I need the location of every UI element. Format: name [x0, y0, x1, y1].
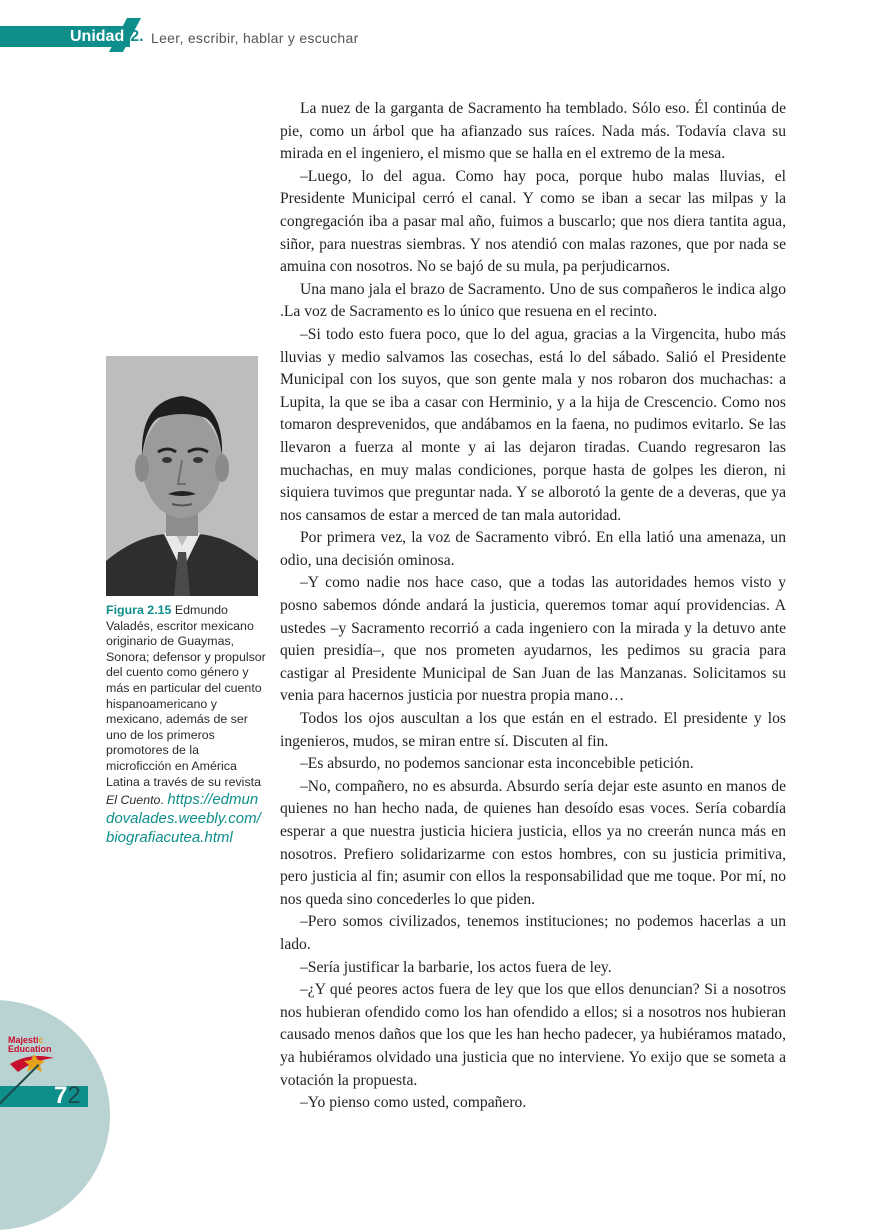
logo-word-1-accent: c: [38, 1035, 44, 1045]
caption-period: .: [160, 793, 168, 808]
paragraph: Por primera vez, la voz de Sacramento vibró. En ella latió una amenaza, un odio, una decisión ominosa.: [280, 529, 786, 569]
paragraph: –Si todo esto fuera poco, que lo del agua, gracias a la Virgencita, hubo más lluvias y medio salvamos las cosechas, está lo del sábado. Salió el Presidente Municipal con los suyos, que son gente mala y nos robaron dos muchachas: a Lupita, la que se iba a casar con Herminio, y a la hija de Crescencio. Como nos tomaron desprevenidos, que andábamos en la faena, no pudimos evitarlo. Se las llevaron a fuerza al monte y ai las dejaron tiradas. Cuando regresaron las muchachas, en muy malas condiciones, porque hasta de golpes les dieron, ni siquiera tuvimos que preguntar nada. Y se alborotó la gente de a deveras, que ya nos cansamos de estar a merced de tan mala autoridad.: [280, 325, 786, 524]
unit-number: 2.: [130, 28, 144, 45]
source-link[interactable]: https://edmundovalades.weebly.com/biografiacutea.html: [106, 791, 261, 847]
paragraph: –Es absurdo, no podemos sancionar esta inconcebible petición.: [300, 755, 694, 773]
figure-caption: [106, 603, 266, 847]
story-text: [280, 98, 786, 1115]
logo-word-2: Education: [8, 1044, 52, 1054]
page-digit-1: 7: [54, 1082, 68, 1109]
figure-label: Figura 2.15: [106, 603, 172, 617]
paragraph: –Sería justificar la barbarie, los actos fuera de ley.: [300, 958, 612, 976]
paragraph: –Yo pienso como usted, compañero.: [300, 1094, 527, 1112]
paragraph: –Luego, lo del agua. Como hay poca, porque hubo malas lluvias, el Presidente Municipal cerró el canal. Y como se iban a secar las milpas y la congregación iba a pasar mal año, fuimos a buscarlo; que nos diera tantita agua, siñor, para nuestras siembras. Y nos atendió con malas razones, que por nada se amuina con nosotros. No se bajó de su mula, pa perjudicarnos.: [280, 167, 786, 276]
portrait-illustration: [106, 356, 258, 596]
paragraph: Una mano jala el brazo de Sacramento. Uno de sus compañeros le indica algo .La voz de Sacramento es lo único que resuena en el recinto.: [280, 280, 786, 321]
unit-title: Leer, escribir, hablar y escuchar: [151, 30, 359, 46]
page-digit-2: 2: [67, 1082, 81, 1109]
logo-word-1: Majesti: [8, 1035, 39, 1045]
page-number: [54, 1082, 81, 1110]
paragraph: –Pero somos civilizados, tenemos instituciones; no podemos hacerlas a un lado.: [280, 913, 786, 953]
paragraph: Todos los ojos auscultan a los que están en el estrado. El presidente y los ingenieros, mudos, se miran entre sí. Discuten al fin.: [280, 710, 786, 750]
unit-word: Unidad: [70, 28, 125, 45]
paragraph: –No, compañero, no es absurda. Absurdo sería dejar este asunto en manos de quienes no han hecho nada, de quienes han desoído esas voces. Sería cobardía esperar a que nuestra justicia hiciera justicia, ellos ya no creerán nunca más en nosotros. Prefiero solidarizarme con estos hombres, con su justicia primitiva, pero justicia al fin; asumir con ellos la responsabilidad que me toque. Por mí, no nos queda sino concederles lo que piden.: [280, 777, 786, 908]
unit-label: [70, 28, 144, 46]
paragraph: –Y como nadie nos hace caso, que a todas las autoridades hemos visto y posno sabemos dónde andará la justicia, queremos tomar aquí providencias. A ustedes –y Sacramento recorrió a cada ingeniero con la mirada y la detuvo ante quien presidía–, que nos prometen ayudarnos, les pedimos su gracia para castigar al Presidente Municipal de San Juan de las Manzanas. Solicitamos su venia para hacernos justicia por nuestra propia mano…: [280, 574, 786, 705]
portrait-photo: [106, 356, 258, 596]
magazine-title: El Cuento: [106, 793, 161, 808]
paragraph: La nuez de la garganta de Sacramento ha temblado. Sólo eso. Él continúa de pie, como un árbol que ha afianzado sus raíces. Nada más. Todavía clava su mirada en el ingeniero, el mismo que se halla en el extremo de la mesa.: [280, 100, 786, 163]
paragraph: –¿Y qué peores actos fuera de ley que los que ellos denuncian? Si a nosotros nos hubieran ofendido como los han ofendido a ellos; si a nosotros nos hubieran causado menos daños que los que les han hecho padecer, ya hubiéramos matado, ya hubiéramos olvidado una justicia que no interviene. Yo exijo que se someta a votación la propuesta.: [280, 981, 786, 1089]
caption-text: Edmundo Valadés, escritor mexicano originario de Guaymas, Sonora; defensor y propulsor del cuento como género y más en particular del cuento hispanoamericano y mexicano, además de ser uno de los primeros promotores de la microficción en América Latina a través de su revista: [106, 603, 266, 789]
publisher-logo-text: [8, 1036, 52, 1054]
